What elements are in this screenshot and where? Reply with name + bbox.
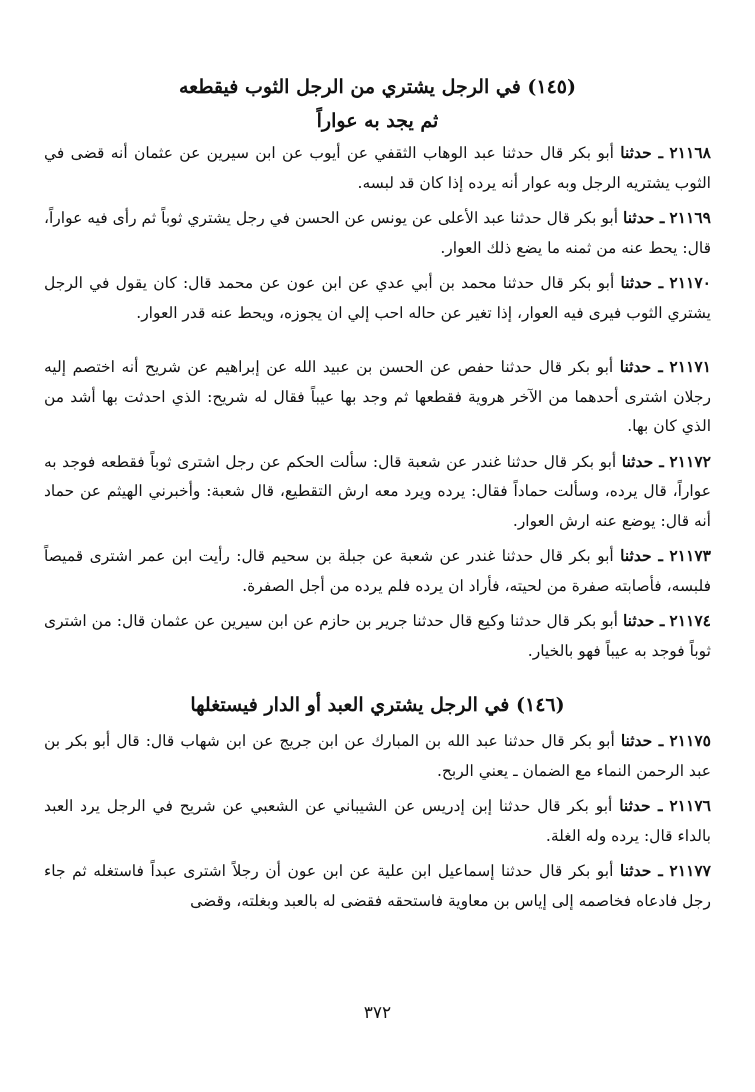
hadith-lead: ـ حدثنا: [619, 861, 663, 880]
hadith-entry: [44, 856, 711, 916]
hadith-text: أبو بكر قال حدثنا غندر عن شعبة قال: سألت الحكم عن رجل اشترى ثوباً فقطعه فوجد به عواراً، قال يرده، وسألت حماداً فقال: يرده ويرد معه ارش التقطيع، قال شعبة: وأخبرني الهيثم عن حماد أنه قال: يوضع عنه ارش العوار.: [44, 452, 711, 530]
hadith-entry: [44, 791, 711, 851]
hadith-text: أبو بكر قال حدثنا إسماعيل ابن علية عن ابن عون أن رجلاً اشترى عبداً فاستغله ثم جاء رجل فادعاه فخاصمه إلى إياس بن معاوية فاستحقه فقضى له بالعبد وبغلته، وقضى: [44, 862, 711, 910]
hadith-entry: [44, 268, 711, 328]
hadith-entry: [44, 606, 711, 666]
hadith-number: ٢١١٧١: [669, 357, 712, 376]
hadith-number: ٢١١٧٤: [669, 611, 712, 630]
hadith-lead: ـ حدثنا: [623, 208, 665, 227]
hadith-lead: ـ حدثنا: [620, 143, 664, 162]
hadith-entry: [44, 726, 711, 786]
hadith-number: ٢١١٦٨: [669, 143, 711, 162]
chapter-title-146: (١٤٦) في الرجل يشتري العبد أو الدار فيستغلها: [190, 694, 565, 716]
hadith-number: ٢١١٧٠: [669, 273, 712, 292]
hadith-lead: ـ حدثنا: [621, 451, 664, 471]
hadith-number: ٢١١٧٢: [669, 451, 711, 471]
hadith-text: أبو بكر قال حدثنا إبن إدريس عن الشيباني عن الشعبي عن شريح في الرجل يرد العبد بالداء قال: يرده وله الغلة.: [44, 797, 711, 845]
chapter-title-145-line-1: (١٤٥) في الرجل يشتري من الرجل الثوب فيقطعه: [178, 76, 577, 98]
hadith-text: أبو بكر قال حدثنا عبد الله بن المبارك عن ابن جريج عن ابن شهاب قال: قال أبو بكر بن عبد الرحمن النماء مع الضمان ـ يعني الربح.: [44, 732, 711, 780]
hadith-lead: ـ حدثنا: [620, 273, 664, 292]
hadith-lead: ـ حدثنا: [619, 796, 663, 815]
hadith-lead: ـ حدثنا: [619, 357, 663, 376]
hadith-text: أبو بكر قال حدثنا وكيع قال حدثنا جرير بن حازم عن ابن سيرين عن عثمان قال: من اشترى ثوباً فوجد به عيباً فهو بالخيار.: [44, 612, 711, 660]
hadith-lead: ـ حدثنا: [620, 546, 663, 565]
hadith-entry: [44, 203, 711, 263]
hadith-text: أبو بكر قال حدثنا حفص عن الحسن بن عبيد الله عن إبراهيم عن شريح أنه اختصم إليه رجلان اشترى أحدهما من الآخر هروية فقطعها ثم وجد بها عيباً فقال له شريح: الذي احدثت بها أشد من الذي كان بها.: [44, 358, 711, 435]
hadith-lead: ـ حدثنا: [620, 731, 664, 750]
hadith-number: ٢١١٧٣: [669, 546, 711, 565]
hadith-entry: [44, 352, 711, 442]
page-body: [44, 66, 711, 921]
hadith-text: أبو بكر قال حدثنا محمد بن أبي عدي عن ابن عون عن محمد قال: كان يقول في الرجل يشتري الثوب فيرى فيه العوار، إذا تغير عن حاله احب إلي ان يجوزه، ويحط عنه قدر العوار.: [44, 274, 711, 322]
hadith-number: ٢١١٦٩: [669, 208, 711, 227]
hadith-number: ٢١١٧٧: [669, 861, 712, 880]
page-number: ٣٧٢: [363, 1003, 392, 1023]
chapter-title-145-line-2: ثم يجد به عواراً: [316, 110, 439, 132]
hadith-text: أبو بكر قال حدثنا عبد الوهاب الثقفي عن أيوب عن ابن سيرين عن عثمان أنه قضى في الثوب يشتريه الرجل وبه عوار أنه يرده إذا كان قد لبسه.: [44, 144, 711, 192]
hadith-text: أبو بكر قال حدثنا عبد الأعلى عن يونس عن الحسن في رجل يشتري ثوباً ثم رأى فيه عواراً، قال: يحط عنه من ثمنه ما يضع ذلك العوار.: [44, 209, 711, 257]
hadith-text: أبو بكر قال حدثنا غندر عن شعبة عن جبلة بن سحيم قال: رأيت ابن عمر اشترى قميصاً فلبسه، فأصابته صفرة من لحيته، فأراد ان يرده فلم يرده من أجل الصفرة.: [44, 547, 711, 595]
hadith-entry: [44, 138, 711, 198]
hadith-number: ٢١١٧٦: [669, 796, 711, 815]
hadith-lead: ـ حدثنا: [622, 611, 665, 630]
hadith-entry: [44, 447, 711, 537]
hadith-entry: [44, 541, 711, 601]
hadith-number: ٢١١٧٥: [669, 731, 711, 750]
